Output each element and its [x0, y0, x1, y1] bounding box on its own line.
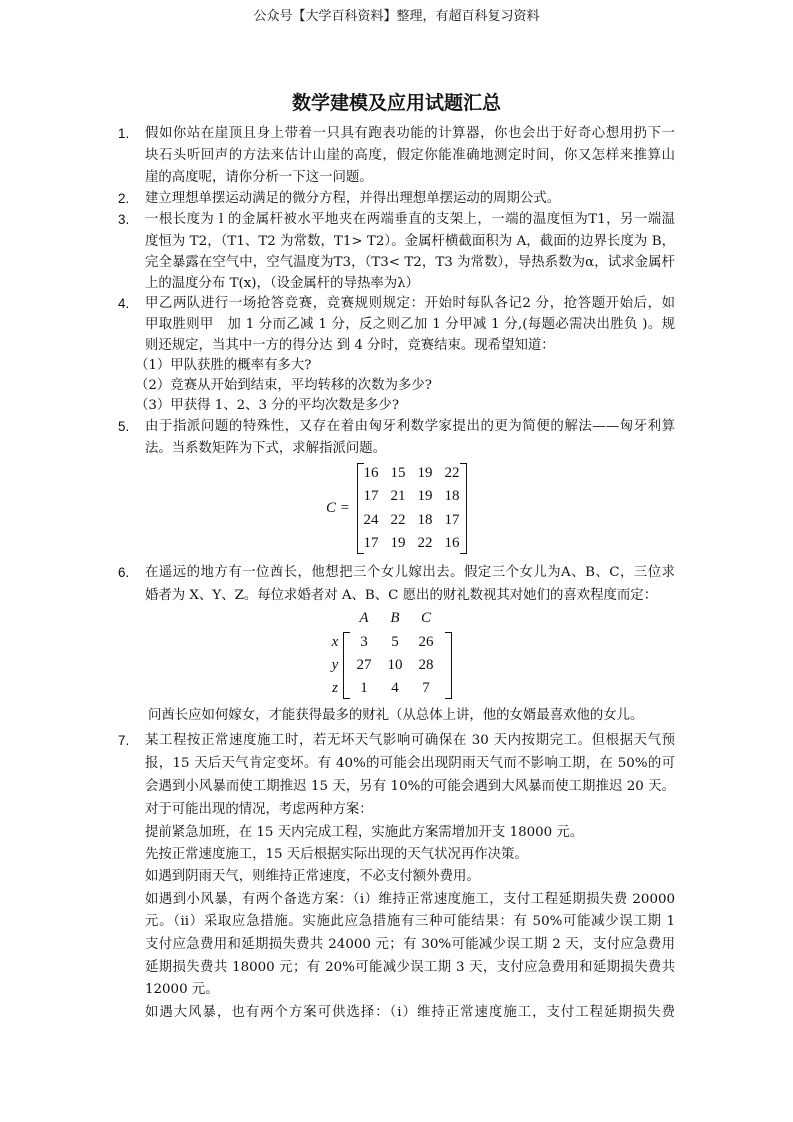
matrix-column-label: C	[420, 610, 431, 626]
matrix-column-label: A	[359, 610, 369, 626]
question-7-line: 延期损失费共 18000 元；有 20%可能减少误工期 3 天，支付应急费用和延期损失费共	[145, 960, 675, 975]
matrix-cell: 28	[418, 657, 434, 673]
question-7-line: 对于可能出现的情况，考虑两种方案：	[145, 802, 373, 817]
question-2-number: 2.	[118, 191, 130, 206]
question-6-line: 在遥远的地方有一位酋长，他想把三个女儿嫁出去。假定三个女儿为A、B、C，三位求	[145, 565, 675, 580]
matrix-c-cell: 19	[417, 465, 433, 481]
question-7-line: 提前紧急加班，在 15 天内完成工程，实施此方案需增加开支 18000 元。	[145, 825, 584, 840]
matrix-cell: 5	[391, 634, 399, 650]
question-4-subquestion: （3）甲获得 1、2、3 分的平均次数是多少?	[135, 398, 400, 413]
question-5-number: 5.	[118, 419, 130, 434]
question-3-line: 度恒为 T2，（T1、T2 为常数，T1> T2）。金属杆横截面积为 A，截面的边界长度为 B，	[145, 234, 675, 249]
matrix-left-bracket	[343, 632, 350, 699]
question-7-line: 如遇大风暴，也有两个方案可供选择：（i）维持正常速度施工，支付工程延期损失费	[145, 1005, 675, 1020]
question-4-subquestion: （2）竞赛从开始到结束，平均转移的次数为多少?	[135, 378, 432, 393]
matrix-cell: 10	[387, 657, 403, 673]
question-4-line: 甲乙两队进行一场抢答竞赛，竞赛规则规定：开始时每队各记2 分，抢答题开始后，如	[145, 296, 675, 311]
matrix-cell: 4	[391, 680, 399, 696]
question-7-line: 会遇到小风暴而使工期推迟 15 天，另有 10%的可能会遇到大风暴而使工期推迟 20 天。	[145, 779, 675, 794]
document-title: 数学建模及应用试题汇总	[291, 92, 501, 114]
matrix-c-cell: 24	[363, 512, 379, 528]
question-1-line: 崖的高度呢，请你分析一下这一问题。	[145, 170, 373, 185]
matrix-column-label: B	[390, 610, 400, 626]
matrix-cell: 27	[356, 657, 372, 673]
matrix-c-cell: 19	[417, 488, 433, 504]
page-header: 公众号【大学百科资料】整理，有超百科复习资料	[253, 9, 540, 24]
question-7-line: 如遇到小风暴，有两个备选方案：（i）维持正常速度施工，支付工程延期损失费 20000	[145, 892, 675, 907]
question-5-line: 由于指派问题的特殊性，又存在着由匈牙利数学家提出的更为简便的解法——匈牙利算	[145, 419, 675, 434]
question-7-line: 元。（ii）采取应急措施。实施此应急措施有三种可能结果：有 50%可能减少误工期 1	[145, 914, 675, 929]
question-3-line: 上的温度分布 T(x)，（设金属杆的导热率为λ）	[145, 276, 420, 291]
matrix-cell: 3	[360, 634, 368, 650]
question-6-question: 问酋长应如何嫁女，才能获得最多的财礼（从总体上讲，他的女婿最喜欢他的女儿。	[148, 708, 644, 723]
matrix-right-bracket	[445, 632, 452, 699]
question-6-number: 6.	[118, 565, 130, 580]
question-3-number: 3.	[118, 212, 130, 227]
matrix-c-cell: 15	[390, 465, 406, 481]
question-6-line: 婚者为 X、Y、Z。每位求婚者对 A、B、C 愿出的财礼数视其对她们的喜欢程度而定：	[145, 588, 658, 603]
matrix-cell: 26	[418, 634, 434, 650]
question-7-line: 报，15 天后天气肯定变坏。有 40%的可能会出现阴雨天气而不影响工期，在 50%的可	[145, 756, 675, 771]
matrix-row-label: z	[332, 680, 338, 696]
question-1-line: 块石头听回声的方法来估计山崖的高度，假定你能准确地测定时间，你又怎样来推算山	[145, 148, 675, 163]
question-3-line: 完全暴露在空气中，空气温度为T3，（T3< T2，T3 为常数），导热系数为α，试求金属杆	[145, 255, 675, 270]
matrix-cell: 7	[422, 680, 430, 696]
question-7-line: 12000 元。	[145, 982, 219, 997]
question-1-number: 1.	[118, 126, 130, 141]
matrix-c-cell: 21	[390, 488, 406, 504]
matrix-c-cell: 16	[444, 535, 460, 551]
question-7-line: 支付应急费用和延期损失费共 24000 元；有 30%可能减少误工期 2 天，支付应急费用	[145, 937, 675, 952]
question-2-line: 建立理想单摆运动满足的微分方程，并得出理想单摆运动的周期公式。	[145, 191, 561, 206]
question-3-line: 一根长度为 l 的金属杆被水平地夹在两端垂直的支架上，一端的温度恒为T1，另一端温	[145, 212, 675, 227]
question-4-subquestion: （1）甲队获胜的概率有多大?	[135, 358, 312, 373]
matrix-c-cell: 22	[444, 465, 460, 481]
matrix-c-cell: 16	[363, 465, 379, 481]
question-4-line: 甲取胜则甲 加 1 分而乙减 1 分，反之则乙加 1 分甲减 1 分,(每题必需决出胜负 )。规	[145, 317, 675, 332]
matrix-c-cell: 18	[417, 512, 433, 528]
question-7-line: 先按正常速度施工，15 天后根据实际出现的天气状况再作决策。	[145, 847, 528, 862]
question-4-line: 则还规定，当其中一方的得分达 到 4 分时，竞赛结束。现希望知道：	[145, 338, 555, 353]
question-1-line: 假如你站在崖顶且身上带着一只具有跑表功能的计算器，你也会出于好奇心想用扔下一	[145, 126, 675, 141]
question-7-line: 某工程按正常速度施工时，若无坏天气影响可确保在 30 天内按期完工。但根据天气预	[145, 733, 675, 748]
matrix-c-cell: 17	[363, 488, 379, 504]
matrix-c-cell: 18	[444, 488, 460, 504]
matrix-c-cell: 22	[417, 535, 433, 551]
question-5-line: 法。当系数矩阵为下式，求解指派问题。	[145, 441, 387, 456]
matrix-c-cell: 17	[444, 512, 460, 528]
matrix-row-label: x	[331, 634, 339, 650]
matrix-c-cell: 17	[363, 535, 379, 551]
matrix-c-label: C =	[326, 500, 350, 516]
question-4-number: 4.	[118, 296, 130, 311]
question-7-number: 7.	[118, 733, 130, 748]
matrix-row-label: y	[331, 657, 339, 673]
matrix-cell: 1	[360, 680, 368, 696]
matrix-c-cell: 22	[390, 512, 406, 528]
matrix-c-cell: 19	[390, 535, 406, 551]
question-7-line: 如遇到阴雨天气，则维持正常速度，不必支付额外费用。	[145, 869, 480, 884]
